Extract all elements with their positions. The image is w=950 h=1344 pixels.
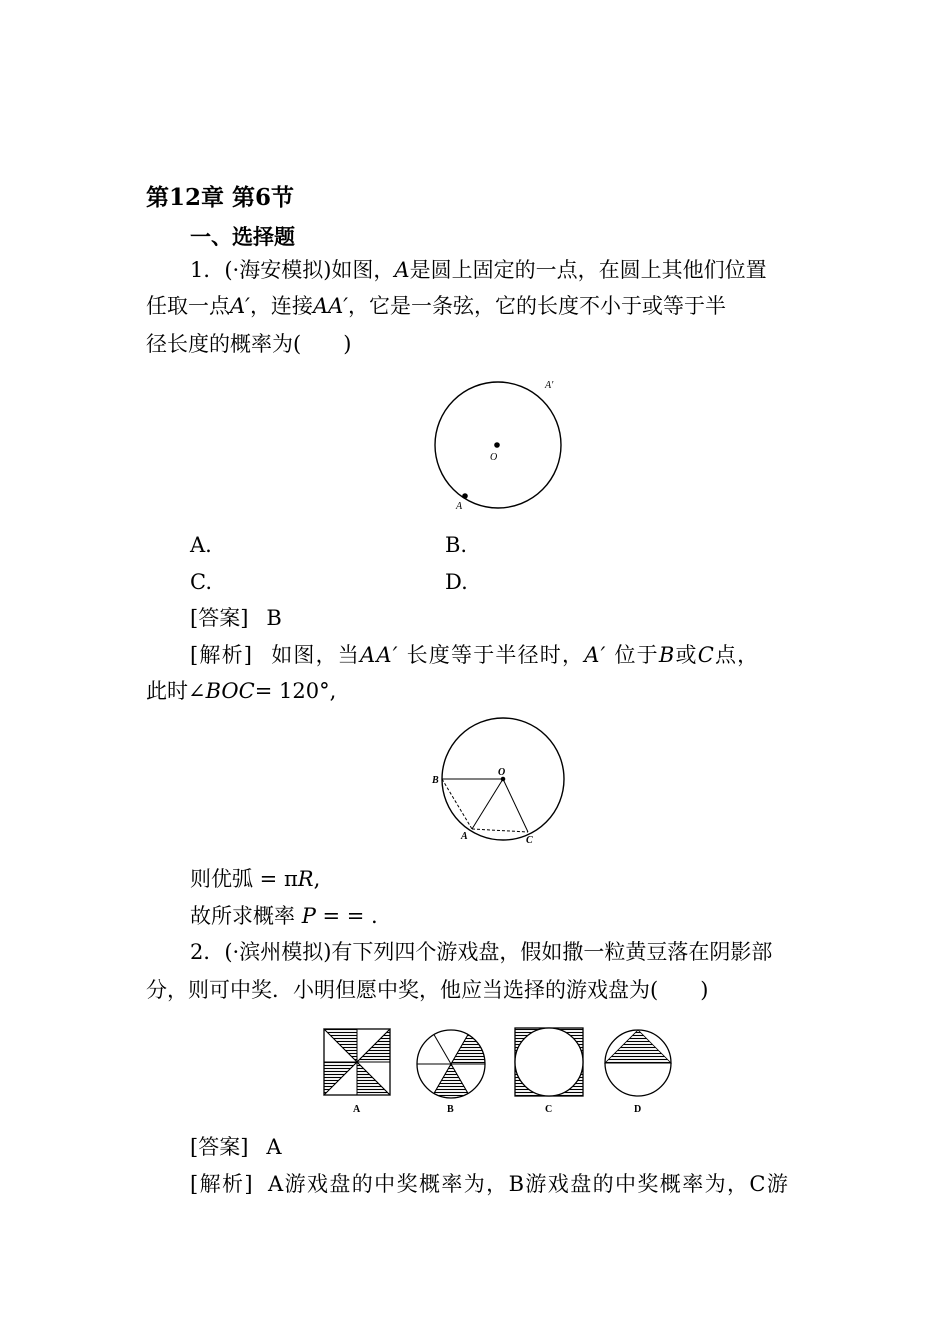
label-board-B: B — [447, 1104, 454, 1115]
q1-text: 任取一点 — [146, 294, 230, 318]
probability-P: P — [301, 904, 316, 928]
point-C: C — [697, 643, 715, 667]
radius-R: R — [297, 867, 314, 891]
label-O: O — [498, 767, 506, 778]
q1-line-3: 径长度的概率为( ) — [146, 332, 352, 356]
label-O: O — [490, 452, 498, 463]
center-dot — [494, 442, 500, 448]
label-B: B — [432, 775, 439, 786]
q1-text: 1．(·海安模拟)如图， — [190, 258, 395, 282]
label-A: A — [456, 501, 463, 512]
analysis-text: = = . — [315, 904, 378, 928]
segment-BA — [442, 779, 472, 829]
analysis-text: 位于 — [614, 643, 659, 667]
board-C — [515, 1028, 583, 1115]
label-A: A — [461, 831, 468, 842]
q1-probability-line — [190, 902, 378, 930]
point-A-prime: A′ — [584, 643, 607, 667]
q1-arc-line — [190, 865, 320, 893]
analysis-text: 长度等于半径时， — [406, 643, 585, 667]
segment-OA — [472, 779, 503, 829]
analysis-text: 此时∠ — [146, 679, 206, 703]
analysis-text: = 120°, — [254, 679, 337, 703]
q2-analysis — [190, 1170, 789, 1198]
q1-analysis-line-1 — [190, 641, 759, 669]
label-A-prime: A′ — [545, 380, 554, 391]
q1-analysis-line-2 — [146, 677, 336, 705]
option-C: C. — [190, 570, 212, 594]
option-B: B. — [445, 533, 468, 557]
q1-answer — [190, 604, 282, 632]
point-A-prime: A′ — [230, 294, 250, 318]
board-B — [417, 1030, 485, 1115]
analysis-label: [解析] — [190, 643, 254, 667]
analysis-text: 如图，当 — [271, 643, 360, 667]
label-board-D: D — [634, 1104, 642, 1115]
analysis-label: [解析] — [190, 1172, 254, 1196]
label-C: C — [526, 835, 533, 846]
q2-game-boards-figure — [318, 1022, 683, 1118]
answer-value: A — [266, 1135, 282, 1159]
analysis-text: 则优弧 = π — [190, 867, 298, 891]
q1-line-2 — [146, 292, 726, 320]
analysis-text: 或 — [675, 643, 698, 667]
q1-analysis-figure — [428, 715, 573, 850]
angle-BOC: BOC — [205, 679, 255, 703]
label-board-A: A — [353, 1104, 361, 1115]
point-B: B — [658, 643, 676, 667]
chapter-title: 第12章 第6节 — [146, 184, 295, 211]
chord-AA-prime: AA′ — [360, 643, 399, 667]
analysis-text: 点， — [714, 643, 760, 667]
q2-answer — [190, 1133, 282, 1161]
q2-line-1: 2．(·滨州模拟)有下列四个游戏盘，假如撒一粒黄豆落在阴影部 — [190, 940, 773, 964]
chord-AA-prime: AA′ — [312, 294, 349, 318]
analysis-text: , — [313, 867, 321, 891]
q1-line-1 — [190, 256, 767, 284]
point-A: A — [394, 258, 410, 282]
analysis-text: 故所求概率 — [190, 904, 302, 928]
q1-text: ，它是一条弦，它的长度不小于或等于半 — [348, 294, 727, 318]
segment-AC — [472, 829, 528, 832]
analysis-text: A游戏盘的中奖概率为，B游戏盘的中奖概率为，C游 — [268, 1172, 790, 1196]
q1-figure-circle — [425, 372, 575, 517]
answer-label: [答案] — [190, 1135, 249, 1159]
q2-line-2: 分，则可中奖．小明但愿中奖，他应当选择的游戏盘为( ) — [146, 978, 709, 1002]
board-D — [605, 1030, 671, 1115]
segment-OC — [503, 779, 528, 832]
option-A: A. — [190, 533, 212, 557]
point-a-dot — [462, 493, 468, 499]
section-heading: 一、选择题 — [190, 224, 295, 249]
option-D: D. — [445, 570, 468, 594]
answer-value: B — [266, 606, 282, 630]
board-A — [324, 1029, 390, 1115]
q1-text: 是圆上固定的一点，在圆上其他们位置 — [409, 258, 767, 282]
label-board-C: C — [545, 1104, 553, 1115]
q1-text: ，连接 — [249, 294, 313, 318]
answer-label: [答案] — [190, 606, 249, 630]
